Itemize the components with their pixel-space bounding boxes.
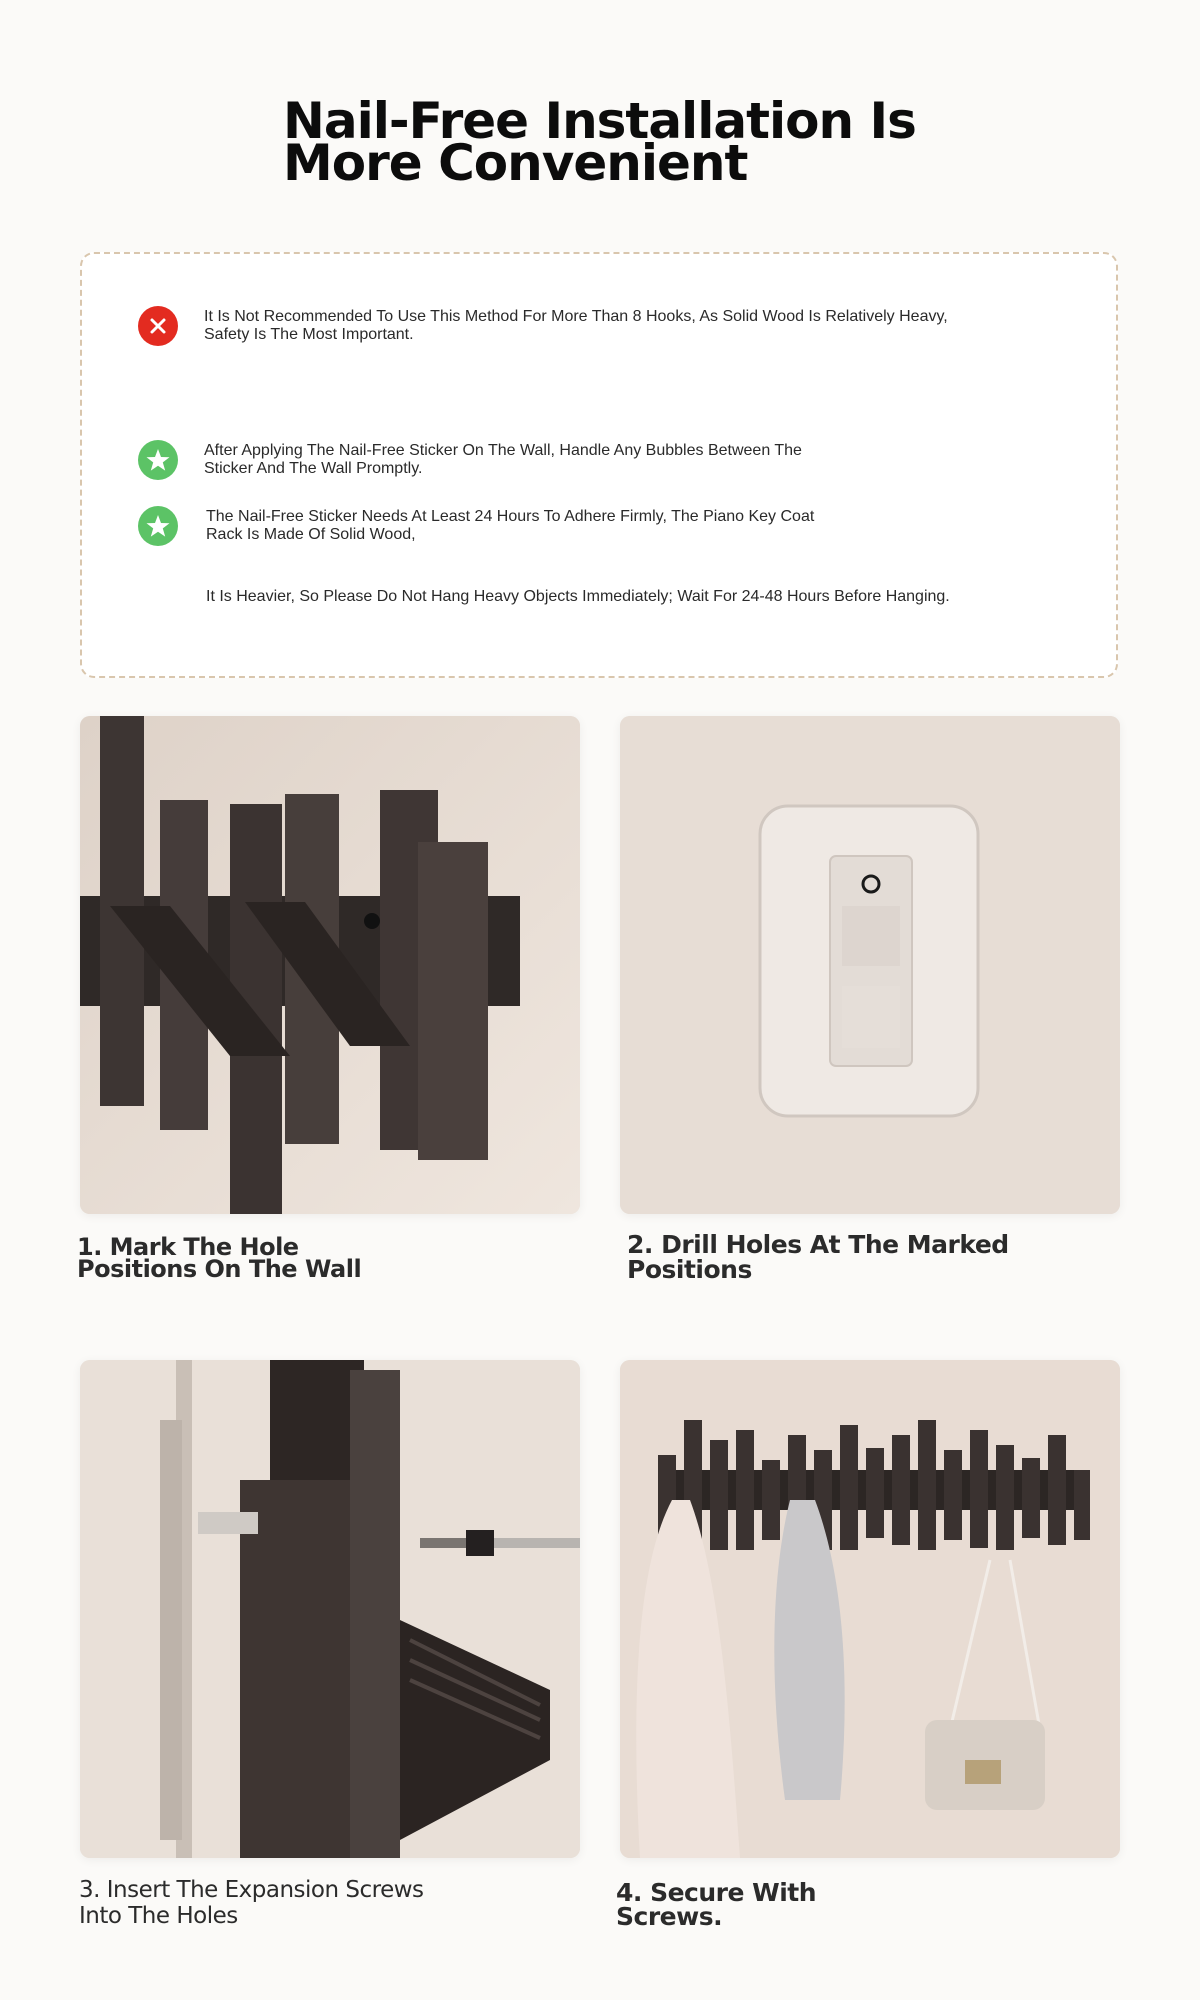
notice-text: It Is Not Recommended To Use This Method For More Than 8 Hooks, As Solid Wood Is Relatively Heavy, Safety Is The Most Important. xyxy=(204,308,948,343)
step-1-caption-line-2: Positions On The Wall xyxy=(77,1255,362,1283)
step-4-caption xyxy=(616,1878,817,1931)
step-2-caption-line-2: Positions xyxy=(627,1255,752,1284)
star-icon xyxy=(138,440,178,480)
notice-tip-adhesion xyxy=(138,506,826,546)
step-4-caption-line-1: 4. Secure With xyxy=(616,1878,817,1907)
installation-notes-box xyxy=(80,252,1118,678)
step-3-caption xyxy=(79,1877,424,1929)
notice-continuation xyxy=(206,588,1066,606)
star-icon xyxy=(138,506,178,546)
step-3-photo xyxy=(80,1360,580,1858)
step-1-caption-line-1: 1. Mark The Hole xyxy=(77,1233,299,1261)
title-line-2: More Convenient xyxy=(283,134,748,192)
step-4-caption-line-2: Screws. xyxy=(616,1902,723,1931)
notice-text: The Nail-Free Sticker Needs At Least 24 Hours To Adhere Firmly, The Piano Key Coat Rack Is Made Of Solid Wood, xyxy=(206,508,815,543)
title-line-1: Nail-Free Installation Is xyxy=(283,92,916,150)
notice-text: After Applying The Nail-Free Sticker On The Wall, Handle Any Bubbles Between The Sticker And The Wall Promptly. xyxy=(204,442,802,477)
step-4-photo xyxy=(620,1360,1120,1858)
notice-text: It Is Heavier, So Please Do Not Hang Heavy Objects Immediately; Wait For 24-48 Hours Before Hanging. xyxy=(206,588,950,605)
notice-tip-bubbles xyxy=(138,440,824,480)
step-2-caption-line-1: 2. Drill Holes At The Marked xyxy=(627,1230,1009,1259)
page-title xyxy=(283,92,916,192)
step-1-photo xyxy=(80,716,580,1214)
step-1-caption xyxy=(77,1233,362,1283)
step-2-caption xyxy=(627,1232,1009,1282)
step-2-photo xyxy=(620,716,1120,1214)
step-3-caption-line-2: Into The Holes xyxy=(79,1903,238,1929)
notice-not-recommended xyxy=(138,306,984,346)
step-3-caption-line-1: 3. Insert The Expansion Screws xyxy=(79,1877,424,1903)
cross-icon xyxy=(138,306,178,346)
